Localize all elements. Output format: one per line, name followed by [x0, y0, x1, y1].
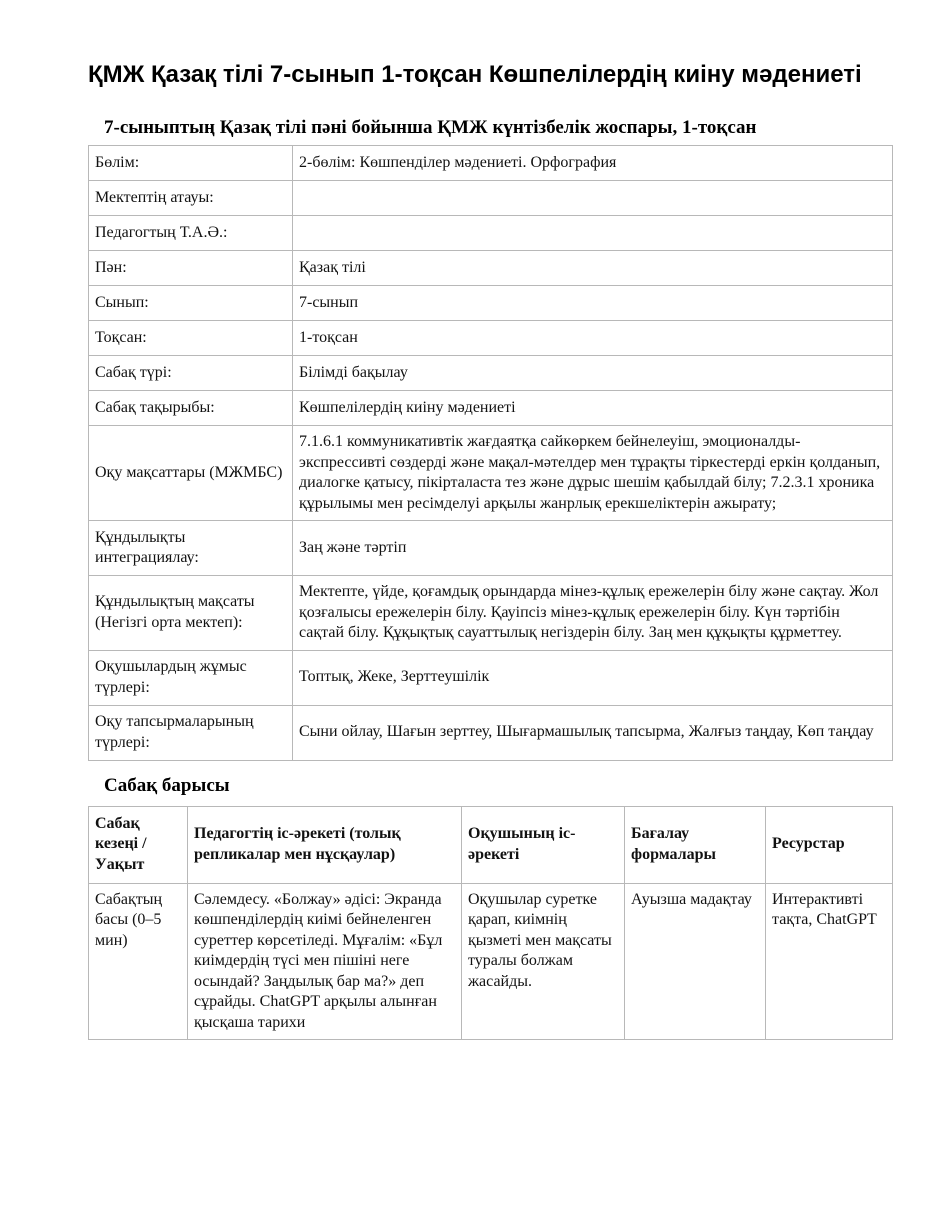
plan-heading: 7-сыныптың Қазақ тілі пәні бойынша ҚМЖ күнтізбелік жоспары, 1-тоқсан — [104, 117, 757, 138]
table-row — [89, 251, 893, 286]
info-label: Мектептің атауы: — [89, 181, 293, 216]
info-value: 7-сынып — [293, 286, 893, 321]
info-value: 2-бөлім: Көшпенділер мәдениеті. Орфография — [293, 146, 893, 181]
student-activity-cell: Оқушылар суретке қарап, киімнің қызметі мен мақсаты туралы болжам жасайды. — [462, 883, 625, 1040]
table-row — [89, 521, 893, 576]
info-label: Сабақ түрі: — [89, 356, 293, 391]
info-value: Сыни ойлау, Шағын зерттеу, Шығармашылық тапсырма, Жалғыз таңдау, Көп таңдау — [293, 705, 893, 760]
lesson-heading: Сабақ барысы — [104, 774, 230, 796]
info-value: Топтық, Жеке, Зерттеушілік — [293, 650, 893, 705]
lesson-progress-table — [88, 806, 893, 1041]
table-row — [89, 650, 893, 705]
info-label: Пән: — [89, 251, 293, 286]
table-row — [89, 576, 893, 651]
table-row — [89, 146, 893, 181]
teacher-activity-cell: Сәлемдесу. «Болжау» әдісі: Экранда көшпенділердің киімі бейнеленген суреттер көрсетіледі. Мұғалім: «Бұл киімдердің түсі мен пішіні неге осындай? Заңдылық бар ма?» деп сұрайды. ChatGPT арқылы алынған қысқаша тарихи — [188, 883, 462, 1040]
table-row — [89, 426, 893, 521]
info-value: Көшпелілердің киіну мәдениеті — [293, 391, 893, 426]
table-row — [89, 356, 893, 391]
info-label: Құндылықты интеграциялау: — [89, 521, 293, 576]
info-label: Оқу мақсаттары (МЖМБС) — [89, 426, 293, 521]
column-header-resources: Ресурстар — [766, 806, 893, 883]
table-row — [89, 391, 893, 426]
table-row — [89, 216, 893, 251]
stage-cell: Сабақтың басы (0–5 мин) — [89, 883, 188, 1040]
info-value: Білімді бақылау — [293, 356, 893, 391]
info-label: Педагогтың Т.А.Ә.: — [89, 216, 293, 251]
table-row — [89, 705, 893, 760]
info-value: 1-тоқсан — [293, 321, 893, 356]
table-row — [89, 321, 893, 356]
table-row — [89, 883, 893, 1040]
info-label: Оқушылардың жұмыс түрлері: — [89, 650, 293, 705]
info-label: Тоқсан: — [89, 321, 293, 356]
info-label: Оқу тапсырмаларының түрлері: — [89, 705, 293, 760]
info-label: Бөлім: — [89, 146, 293, 181]
column-header-teacher: Педагогтің іс-әрекеті (толық репликалар мен нұсқаулар) — [188, 806, 462, 883]
info-value — [293, 216, 893, 251]
column-header-assessment: Бағалау формалары — [625, 806, 766, 883]
info-value — [293, 181, 893, 216]
info-value: Заң және тәртіп — [293, 521, 893, 576]
info-label: Құндылықтың мақсаты (Негізгі орта мектеп): — [89, 576, 293, 651]
table-row — [89, 181, 893, 216]
table-header-row — [89, 806, 893, 883]
resources-cell: Интерактивті тақта, ChatGPT — [766, 883, 893, 1040]
assessment-cell: Ауызша мадақтау — [625, 883, 766, 1040]
info-label: Сабақ тақырыбы: — [89, 391, 293, 426]
info-value: 7.1.6.1 коммуникативтік жағдаятқа сайкөркем бейнелеуіш, эмоционалды-экспрессивті сөздерді және мақал-мәтелдер мен тұрақты тіркестерді еркін қолданып, диалогке қатысу, пікірталаста тез және дұрыс шешім қабылдай білу; 7.2.3.1 хроника құрылымы мен ресімделуі арқылы жанрлық ерекшеліктерін ажырату; — [293, 426, 893, 521]
info-label: Сынып: — [89, 286, 293, 321]
document-page — [88, 0, 893, 1040]
column-header-stage: Сабақ кезеңі / Уақыт — [89, 806, 188, 883]
lesson-info-table — [88, 145, 893, 761]
info-value: Мектепте, үйде, қоғамдық орындарда мінез-құлық ережелерін білу және сақтау. Жол қозғалысы ережелерін білу. Қауіпсіз мінез-құлық ережелерін білу. Күн тәртібін сақтай білу. Құқықтық сауаттылық негіздерін білу. Заң мен құқықты құрметтеу. — [293, 576, 893, 651]
table-row — [89, 286, 893, 321]
column-header-student: Оқушының іс-әрекеті — [462, 806, 625, 883]
document-title: ҚМЖ Қазақ тілі 7-сынып 1-тоқсан Көшпелілердің киіну мәдениеті — [88, 61, 862, 88]
info-value: Қазақ тілі — [293, 251, 893, 286]
